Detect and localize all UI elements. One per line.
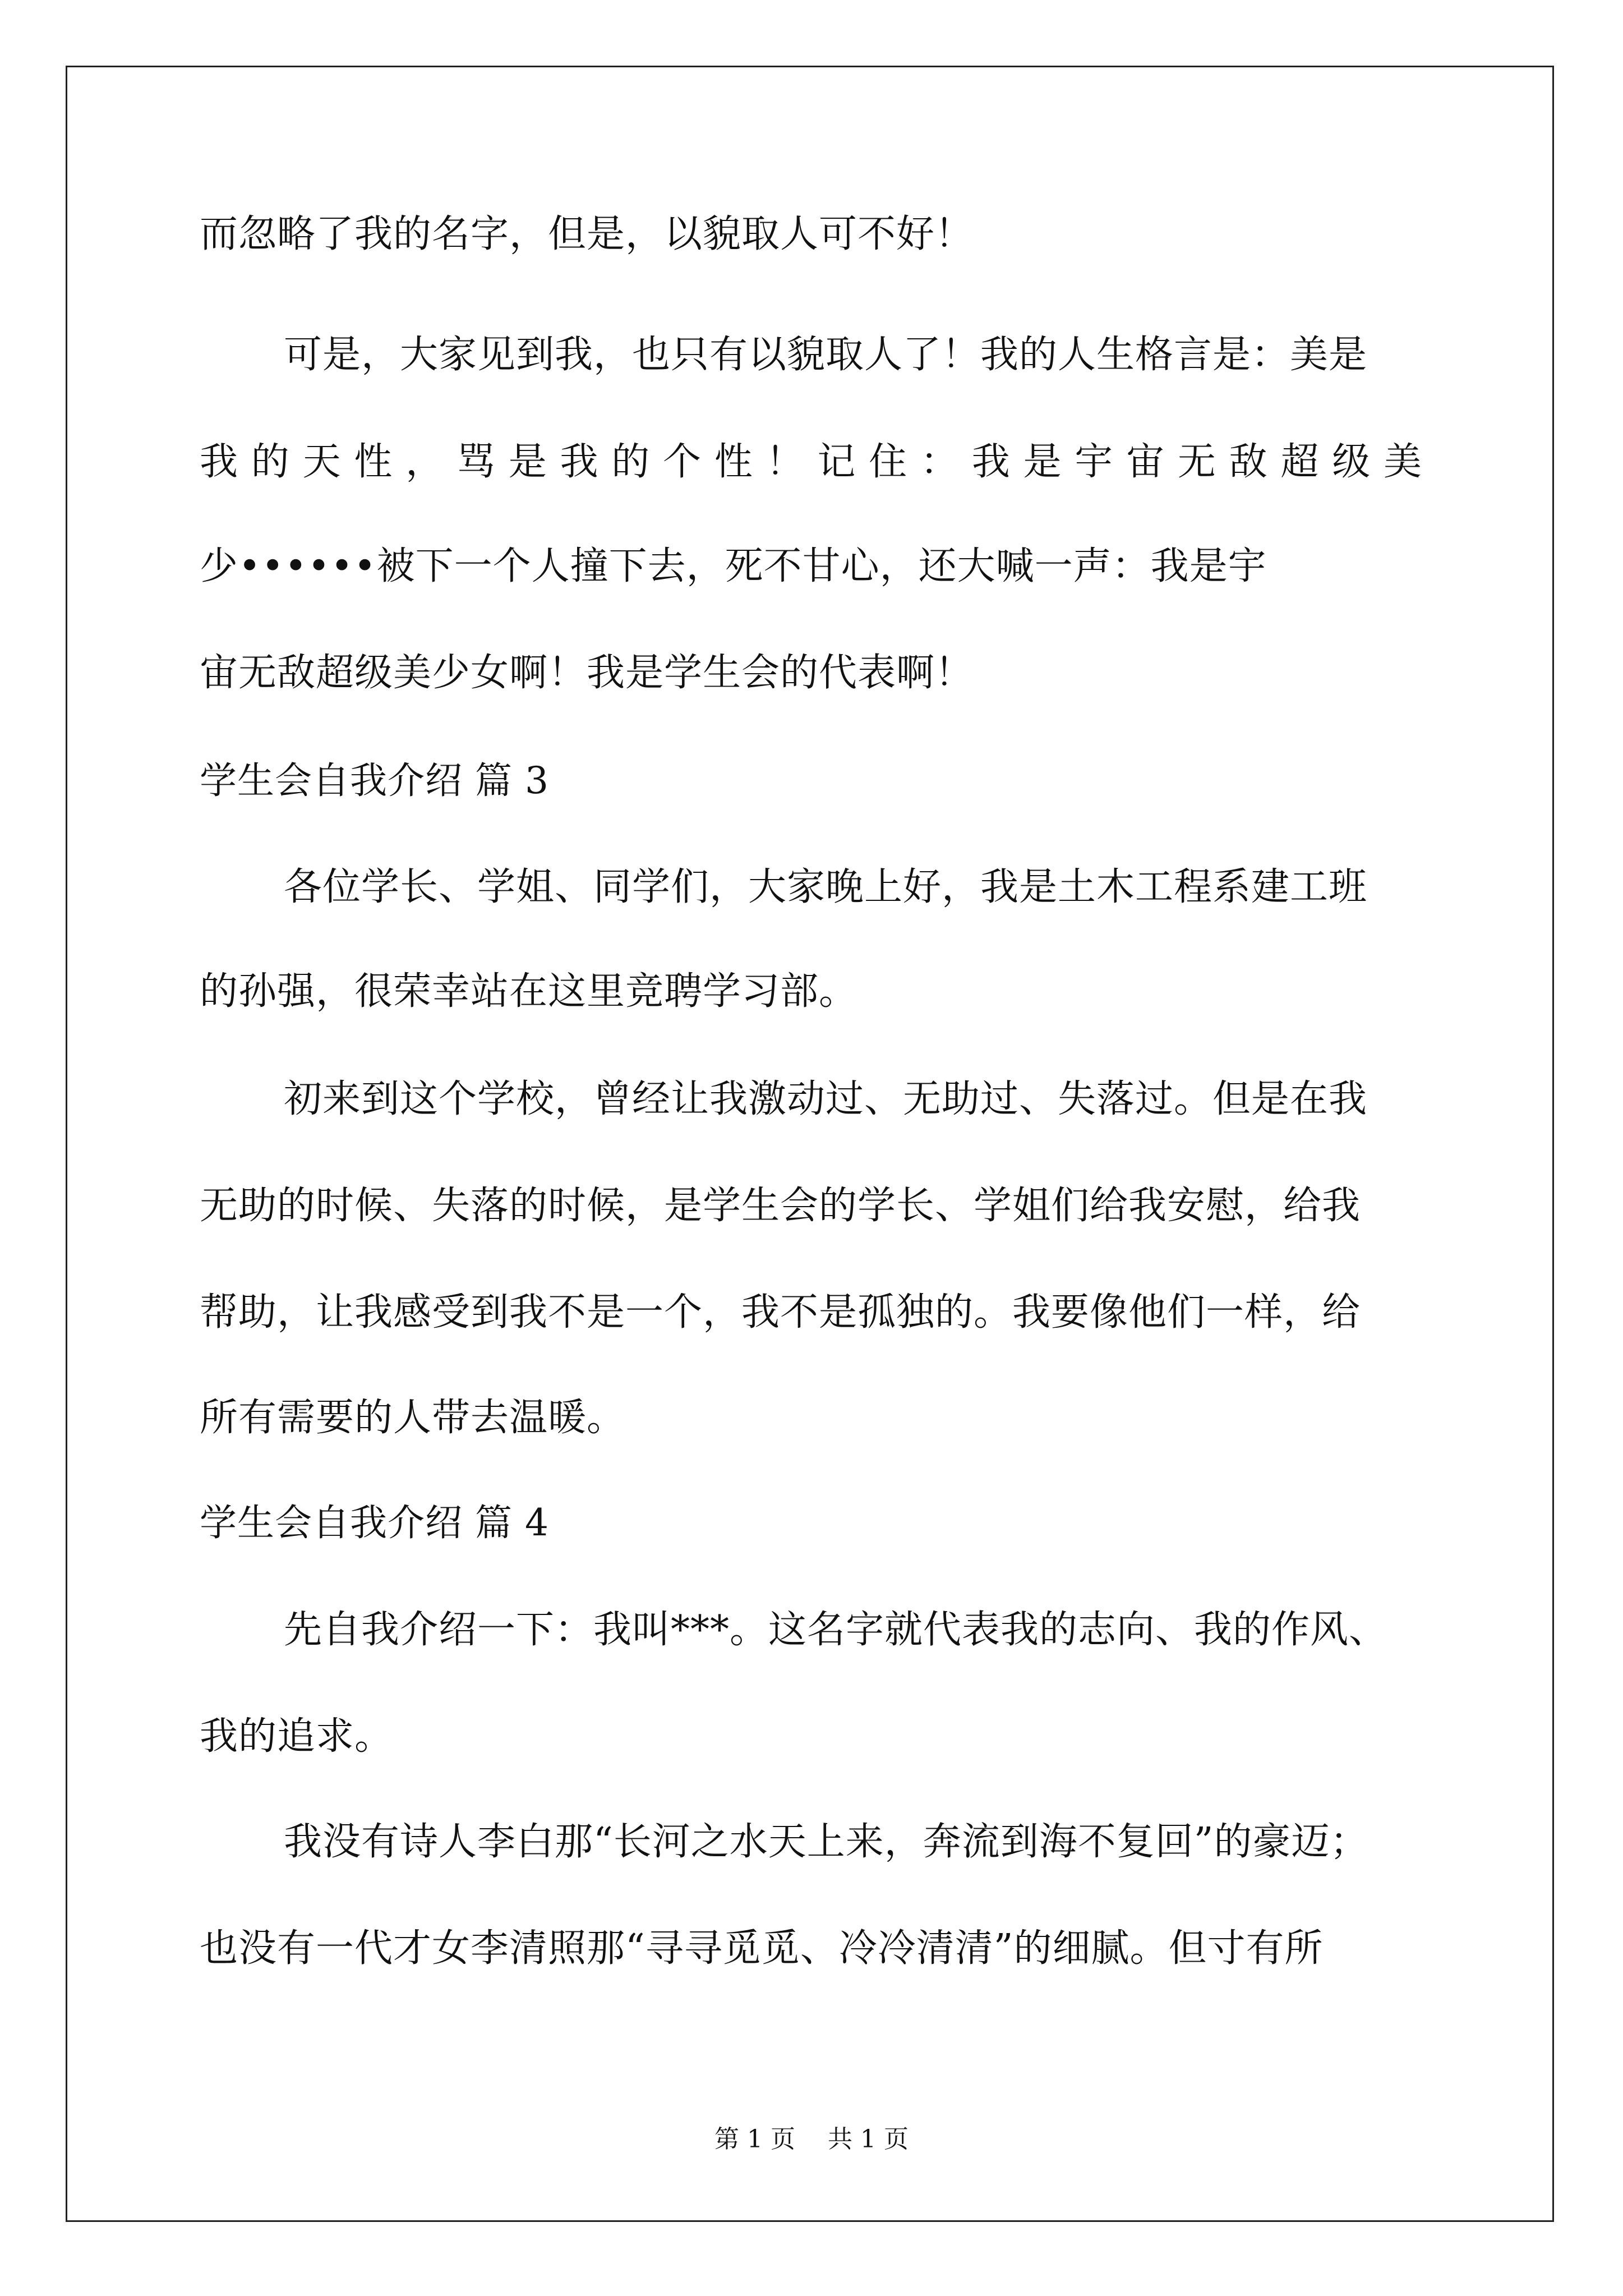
body-text-line: 我的天性，骂是我的个性！记住：我是宇宙无敌超级美 xyxy=(200,440,1422,484)
section-heading: 学生会自我介绍 篇 3 xyxy=(200,759,549,802)
body-text-line: 所有需要的人带去温暖。 xyxy=(200,1396,626,1440)
page-footer xyxy=(0,2124,1623,2155)
page-total: 共 1 页 xyxy=(828,2125,909,2154)
paragraph-first-line: 先自我介绍一下：我叫***。这名字就代表我的志向、我的作风、 xyxy=(284,1608,1388,1652)
section-heading: 学生会自我介绍 篇 4 xyxy=(200,1501,549,1544)
body-text-line: 而忽略了我的名字，但是，以貌取人可不好！ xyxy=(200,212,974,256)
page-border xyxy=(66,66,1554,2222)
body-text-line: 的孙强，很荣幸站在这里竞聘学习部。 xyxy=(200,969,858,1014)
paragraph-first-line: 可是，大家见到我，也只有以貌取人了！我的人生格言是：美是 xyxy=(284,333,1368,377)
body-text-line: 我的追求。 xyxy=(200,1714,394,1759)
body-text-line: 也没有一代才女李清照那“寻寻觅觅、冷冷清清”的细腻。但寸有所 xyxy=(200,1926,1324,1971)
body-text-line: 少••••••被下一个人撞下去，死不甘心，还大喊一声：我是宇 xyxy=(200,544,1267,588)
body-text-line: 宙无敌超级美少女啊！我是学生会的代表啊！ xyxy=(200,651,974,695)
paragraph-first-line: 各位学长、学姐、同学们，大家晚上好，我是土木工程系建工班 xyxy=(284,865,1368,909)
page-number: 第 1 页 xyxy=(714,2125,795,2154)
body-text-line: 帮助，让我感受到我不是一个，我不是孤独的。我要像他们一样，给 xyxy=(200,1290,1361,1335)
paragraph-first-line: 初来到这个学校，曾经让我激动过、无助过、失落过。但是在我 xyxy=(284,1077,1368,1121)
paragraph-first-line: 我没有诗人李白那“长河之水天上来，奔流到海不复回”的豪迈； xyxy=(284,1820,1369,1864)
body-text-line: 无助的时候、失落的时候，是学生会的学长、学姐们给我安慰，给我 xyxy=(200,1184,1361,1228)
